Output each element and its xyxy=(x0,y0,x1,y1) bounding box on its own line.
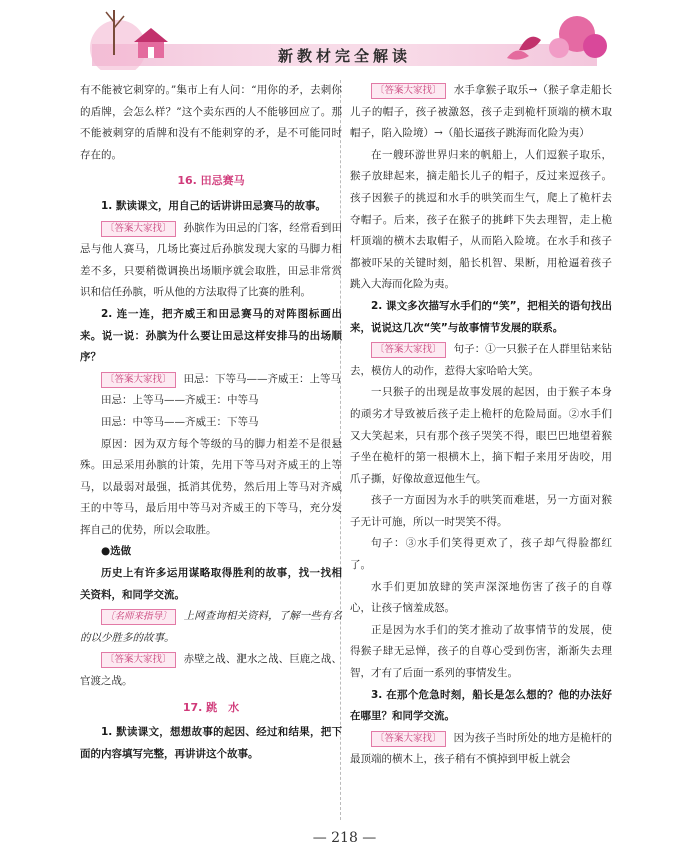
teacher-tag: 〔名师来指导〕 xyxy=(101,609,176,625)
answer-2-line: 田忌：上等马——齐威王：中等马 xyxy=(101,394,259,407)
answer-tag: 〔答案大家找〕 xyxy=(101,652,176,668)
page-number: — 218 — xyxy=(312,830,377,846)
question-3: 历史上有许多运用谋略取得胜利的故事，找一找相关资料，和同学交流。 xyxy=(80,567,342,601)
answer-text: 田忌：下等马——齐威王：上等马 xyxy=(183,372,342,385)
question-4: 1. 默读课文，想想故事的起因、经过和结果，把下面的内容填写完整，再讲讲这个故事。 xyxy=(80,726,342,760)
answer-text: 赤壁之战、淝水之战、巨鹿之战、官渡之战。 xyxy=(80,653,342,688)
answer-tag: 〔答案大家找〕 xyxy=(101,221,176,237)
paragraph: 正是因为水手们的笑才推动了故事情节的发展，使得猴子肆无忌惮，孩子的自尊心受到伤害，渐渐失去理智，才有了后面一系列的事情发生。 xyxy=(350,623,612,680)
answer-4 xyxy=(350,80,612,145)
teacher-text: 上网查询相关资料，了解一些有名的以少胜多的故事。 xyxy=(80,610,342,644)
answer-2-reason: 原因：因为双方每个等级的马的脚力相差不是很悬殊。田忌采用孙膑的计策，先用下等马对齐威王的上等马，以最弱对最强，抵消其优势，然后用上等马对齐威王的中等马，最后用中等马对齐威王的下等马，充分发挥自己的优势，所以会取胜。 xyxy=(80,437,342,536)
answer-text: 句子：①一只猴子在人群里钻来钻去，模仿人的动作，惹得大家哈哈大笑。 xyxy=(350,343,612,377)
answer-tag: 〔答案大家找〕 xyxy=(371,342,446,358)
page-header xyxy=(0,0,689,76)
answer-2-head xyxy=(80,369,342,391)
left-column xyxy=(80,80,342,765)
paragraph: 孩子一方面因为水手的哄笑而难堪，另一方面对猴子无计可施，所以一时哭笑不得。 xyxy=(350,494,612,528)
answer-tag: 〔答案大家找〕 xyxy=(371,83,446,99)
answer-tag: 〔答案大家找〕 xyxy=(101,372,176,388)
right-column xyxy=(350,80,612,771)
answer-tag: 〔答案大家找〕 xyxy=(371,731,446,747)
answer-text: 孙膑作为田忌的门客，经常看到田忌与他人赛马，几场比赛过后孙膑发现大家的马脚力相差不多，只要稍微调换出场顺序就会取胜，田忌非常赏识和信任孙膑，听从他的方法取得了比赛的胜利。 xyxy=(80,221,342,299)
answer-text: 因为孩子当时所处的地方是桅杆的最顶端的横木上，孩子稍有不慎掉到甲板上就会 xyxy=(350,731,612,766)
section-title-16: 16. 田忌赛马 xyxy=(177,174,245,188)
book-title: 新教材完全解读 xyxy=(277,47,411,65)
question-6: 3. 在那个危急时刻，船长是怎么想的？他的办法好在哪里？和同学交流。 xyxy=(350,688,612,723)
answer-6 xyxy=(350,728,612,771)
answer-1 xyxy=(80,218,342,304)
teacher-guide xyxy=(80,606,342,649)
section-title-17: 17. 跳 水 xyxy=(182,700,240,714)
question-1: 1. 默读课文，用自己的话讲讲田忌赛马的故事。 xyxy=(101,199,326,212)
paragraph: 一只猴子的出现是故事发展的起因，由于猴子本身的顽劣才导致被后孩子走上桅杆的危险局面。②水手们又大笑起来，只有那个孩子哭笑不得，眼巴巴地望着猴子坐在桅杆的第一根横木上，摘下帽子来用牙齿咬，用爪子撕，好像故意逗他生气。 xyxy=(350,386,612,485)
paragraph: 句子：③水手们笑得更欢了，孩子却气得脸都红了。 xyxy=(350,537,612,572)
paragraph: 水手们更加放肆的笑声深深地伤害了孩子的自尊心，让孩子恼羞成怒。 xyxy=(350,580,612,615)
paragraph: 有不能被它刺穿的。”集市上有人问：“用你的矛，去刺你的盾牌，会怎么样？”这个卖东西的人不能够回应了。那不能被刺穿的盾牌和没有不能刺穿的矛，是不可能同时存在的。 xyxy=(80,84,342,161)
paragraph: 在一艘环游世界归来的帆船上，人们逗猴子取乐，猴子放肆起来，摘走船长儿子的帽子，反过来逗孩子。孩子因猴子的挑逗和水手的哄笑而生气，爬上了桅杆去夺帽子。后来，孩子在猴子的挑衅下失去理智，走上桅杆顶端的横木去取帽子，从而陷入险境。在水手和孩子都被吓呆的关键时刻，船长机智、果断，用枪逼着孩子跳入大海而化险为夷。 xyxy=(350,148,612,291)
answer-5 xyxy=(350,339,612,382)
answer-3 xyxy=(80,649,342,692)
optional-heading: ●选做 xyxy=(101,545,132,558)
question-2: 2. 连一连，把齐威王和田忌赛马的对阵图标画出来。说一说：孙膑为什么要让田忌这样安排马的出场顺序？ xyxy=(80,307,342,364)
question-5: 2. 课文多次描写水手们的“笑”，把相关的语句找出来，说说这几次“笑”与故事情节发展的联系。 xyxy=(350,299,612,334)
answer-2-line: 田忌：中等马——齐威王：下等马 xyxy=(101,415,259,428)
answer-text: 水手拿猴子取乐→（猴子拿走船长儿子的帽子，孩子被激怒，孩子走到桅杆顶端的横木取帽子，陷入险境）→（船长逼孩子跳海而化险为夷） xyxy=(350,84,612,140)
